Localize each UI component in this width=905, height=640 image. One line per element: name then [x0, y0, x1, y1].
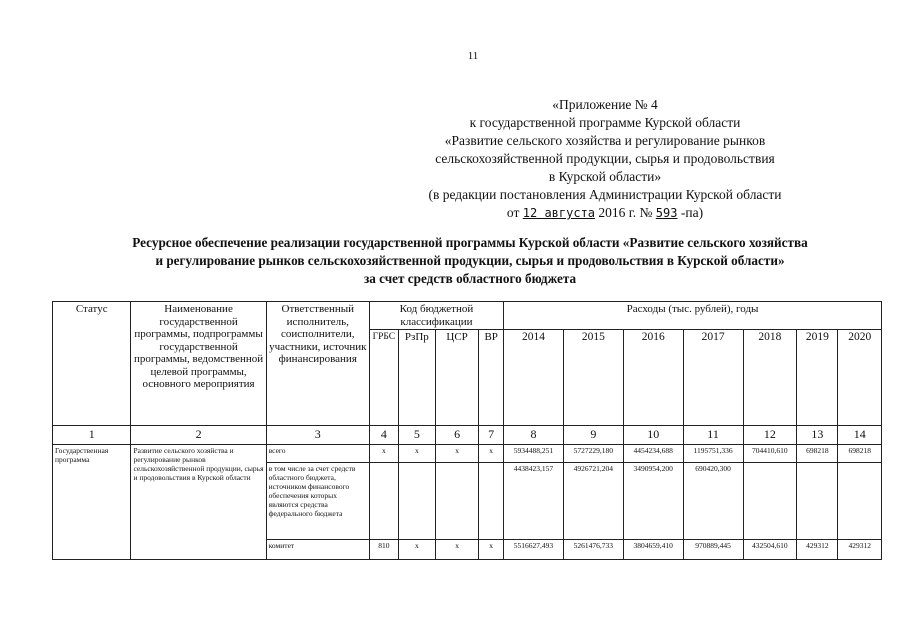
expense-cell: 5261476,733: [563, 540, 623, 560]
column-number: 10: [623, 426, 683, 445]
header-year: 2015: [563, 330, 623, 426]
csr-cell: х: [435, 445, 478, 463]
expense-cell: 429312: [838, 540, 882, 560]
column-number: 4: [369, 426, 398, 445]
appendix-line-4: сельскохозяйственной продукции, сырья и продовольствия: [435, 151, 775, 166]
column-number: 2: [131, 426, 266, 445]
decree-date: 12 августа: [522, 206, 596, 220]
funding-source: комитет: [266, 540, 369, 560]
header-executor: Ответственный исполнитель, соисполнители, участники, источник финансирования: [266, 302, 369, 426]
header-year: 2016: [623, 330, 683, 426]
title-line-3: за счет средств областного бюджета: [363, 271, 577, 286]
title-line-2: и регулирование рынков сельскохозяйственной продукции, сырья и продовольствия в Курской области»: [155, 253, 785, 268]
column-number: 12: [743, 426, 797, 445]
column-number: 7: [479, 426, 504, 445]
vr-cell: [479, 463, 504, 540]
expense-cell: 1195751,336: [683, 445, 743, 463]
header-rzpr: РзПр: [398, 330, 435, 426]
appendix-line-3: «Развитие сельского хозяйства и регулирование рынков: [444, 133, 766, 148]
header-year: 2019: [797, 330, 838, 426]
grbs-cell: 810: [369, 540, 398, 560]
expense-cell: 690420,300: [683, 463, 743, 540]
date-prefix: от: [506, 205, 520, 220]
header-budget-code: Код бюджетной классификации: [369, 302, 503, 330]
expense-cell: [838, 463, 882, 540]
column-number: 8: [504, 426, 564, 445]
expense-cell: 4438423,157: [504, 463, 564, 540]
column-number: 3: [266, 426, 369, 445]
header-csr: ЦСР: [435, 330, 478, 426]
header-expenses: Расходы (тыс. рублей), годы: [504, 302, 882, 330]
expense-cell: 698218: [838, 445, 882, 463]
expense-cell: 5727229,180: [563, 445, 623, 463]
funding-source: в том числе за счет средств областного бюджета, источником финансового обеспечения которых являются средства федерального бюджета: [266, 463, 369, 540]
rzpr-cell: [398, 463, 435, 540]
grbs-cell: х: [369, 445, 398, 463]
column-number: 6: [435, 426, 478, 445]
column-number: 11: [683, 426, 743, 445]
expense-cell: 3490954,200: [623, 463, 683, 540]
rzpr-cell: х: [398, 445, 435, 463]
appendix-line-6: (в редакции постановления Администрации Курской области: [428, 187, 782, 202]
header-status: Статус: [53, 302, 131, 426]
column-number-row: [53, 426, 882, 445]
vr-cell: х: [479, 540, 504, 560]
table-row-total: [53, 445, 882, 463]
rzpr-cell: х: [398, 540, 435, 560]
budget-table: [52, 301, 882, 560]
page-number: 11: [467, 50, 479, 62]
appendix-date-line: [365, 204, 845, 222]
appendix-line-1: «Приложение № 4: [552, 97, 658, 112]
appendix-line-2: к государственной программе Курской области: [469, 115, 741, 130]
column-number: 5: [398, 426, 435, 445]
expense-cell: 3804659,410: [623, 540, 683, 560]
header-grbs: ГРБС: [369, 330, 398, 426]
decree-number: 593: [655, 206, 678, 220]
appendix-header: [365, 96, 845, 222]
header-vr: ВР: [479, 330, 504, 426]
program-name: Развитие сельского хозяйства и регулирование рынков сельскохозяйственной продукции, сырья и продовольствия в Курской области: [131, 445, 266, 560]
expense-cell: 5516627,493: [504, 540, 564, 560]
header-year: 2018: [743, 330, 797, 426]
appendix-line-5: в Курской области»: [548, 169, 662, 184]
csr-cell: х: [435, 540, 478, 560]
column-number: 13: [797, 426, 838, 445]
header-year: 2014: [504, 330, 564, 426]
expense-cell: [743, 463, 797, 540]
vr-cell: х: [479, 445, 504, 463]
expense-cell: 970889,445: [683, 540, 743, 560]
csr-cell: [435, 463, 478, 540]
expense-cell: 429312: [797, 540, 838, 560]
document-title: [40, 234, 900, 288]
header-year: 2020: [838, 330, 882, 426]
expense-cell: 698218: [797, 445, 838, 463]
expense-cell: 4926721,204: [563, 463, 623, 540]
expense-cell: 4454234,688: [623, 445, 683, 463]
funding-source: всего: [266, 445, 369, 463]
column-number: 14: [838, 426, 882, 445]
title-line-1: Ресурсное обеспечение реализации государственной программы Курской области «Развитие сельского хозяйства: [132, 235, 808, 250]
column-number: 1: [53, 426, 131, 445]
expense-cell: 5934488,251: [504, 445, 564, 463]
decree-year: 2016 г. №: [598, 205, 653, 220]
expense-cell: 704410,610: [743, 445, 797, 463]
header-name: Наименование государственной программы, подпрограммы государственной программы, ведомственной целевой программы, основного мероприятия: [131, 302, 266, 426]
expense-cell: 432504,610: [743, 540, 797, 560]
expense-cell: [797, 463, 838, 540]
column-number: 9: [563, 426, 623, 445]
decree-suffix: -па): [680, 205, 704, 220]
header-row-top: [53, 302, 882, 330]
grbs-cell: [369, 463, 398, 540]
header-year: 2017: [683, 330, 743, 426]
program-status: Государственная программа: [53, 445, 131, 560]
